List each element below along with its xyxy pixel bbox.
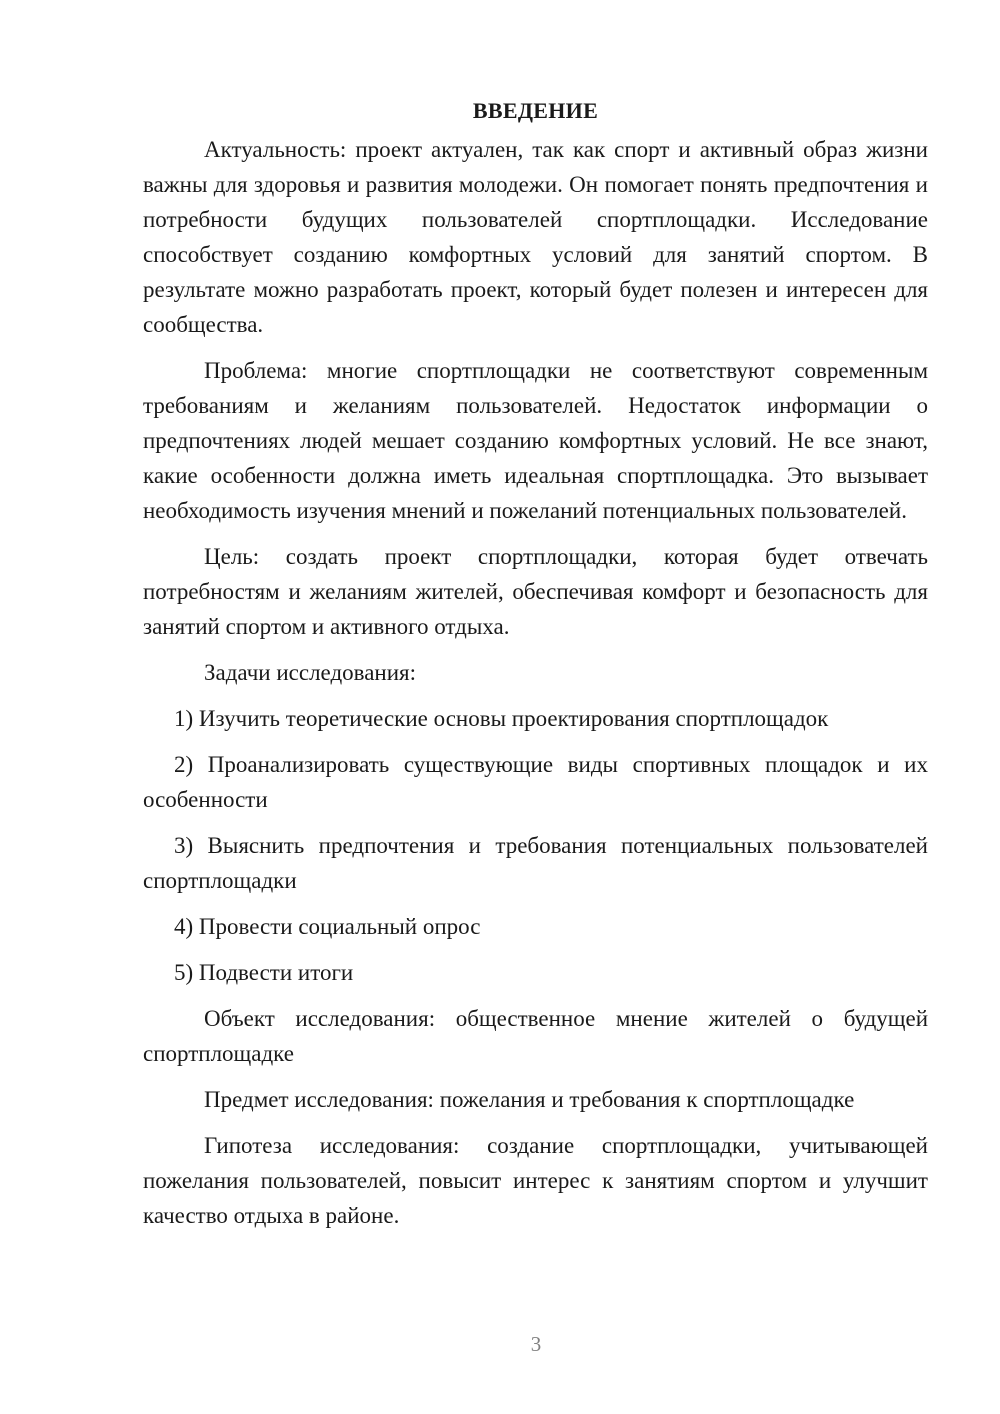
tasks-heading: Задачи исследования: — [204, 660, 417, 685]
relevance-paragraph: Актуальность: проект актуален, так как спорт и активный образ жизни важны для здоровья и развития молодежи. Он помогает понять предпочтения и потребности будущих пользователей спортплощадки. Исследование способствует созданию комфортных условий для занятий спортом. В результате можно разработать проект, который будет полезен и интересен для сообщества. — [143, 137, 928, 337]
research-object-paragraph: Объект исследования: общественное мнение жителей о будущей спортплощадке — [143, 1006, 928, 1066]
task-item-5: 5) Подвести итоги — [174, 960, 354, 985]
goal-paragraph: Цель: создать проект спортплощадки, которая будет отвечать потребностям и желаниям жителей, обеспечивая комфорт и безопасность для занятий спортом и активного отдыха. — [143, 544, 928, 639]
section-title: ВВЕДЕНИЕ — [472, 98, 599, 123]
problem-paragraph: Проблема: многие спортплощадки не соответствуют современным требованиям и желаниям пользователей. Недостаток информации о предпочтениях людей мешает созданию комфортных условий. Не все знают, какие особенности должна иметь идеальная спортплощадка. Это вызывает необходимость изучения мнений и пожеланий потенциальных пользователей. — [143, 358, 928, 523]
task-item-1: 1) Изучить теоретические основы проектирования спортплощадок — [174, 706, 829, 731]
task-item-2: 2) Проанализировать существующие виды спортивных площадок и их особенности — [143, 752, 928, 812]
research-subject-paragraph: Предмет исследования: пожелания и требования к спортплощадке — [204, 1087, 855, 1112]
task-item-3: 3) Выяснить предпочтения и требования потенциальных пользователей спортплощадки — [143, 833, 928, 893]
hypothesis-paragraph: Гипотеза исследования: создание спортплощадки, учитывающей пожелания пользователей, повысит интерес к занятиям спортом и улучшит качество отдыха в районе. — [143, 1133, 928, 1228]
document-page — [143, 93, 928, 1233]
page-number: 3 — [530, 1332, 542, 1356]
task-item-4: 4) Провести социальный опрос — [174, 914, 481, 939]
